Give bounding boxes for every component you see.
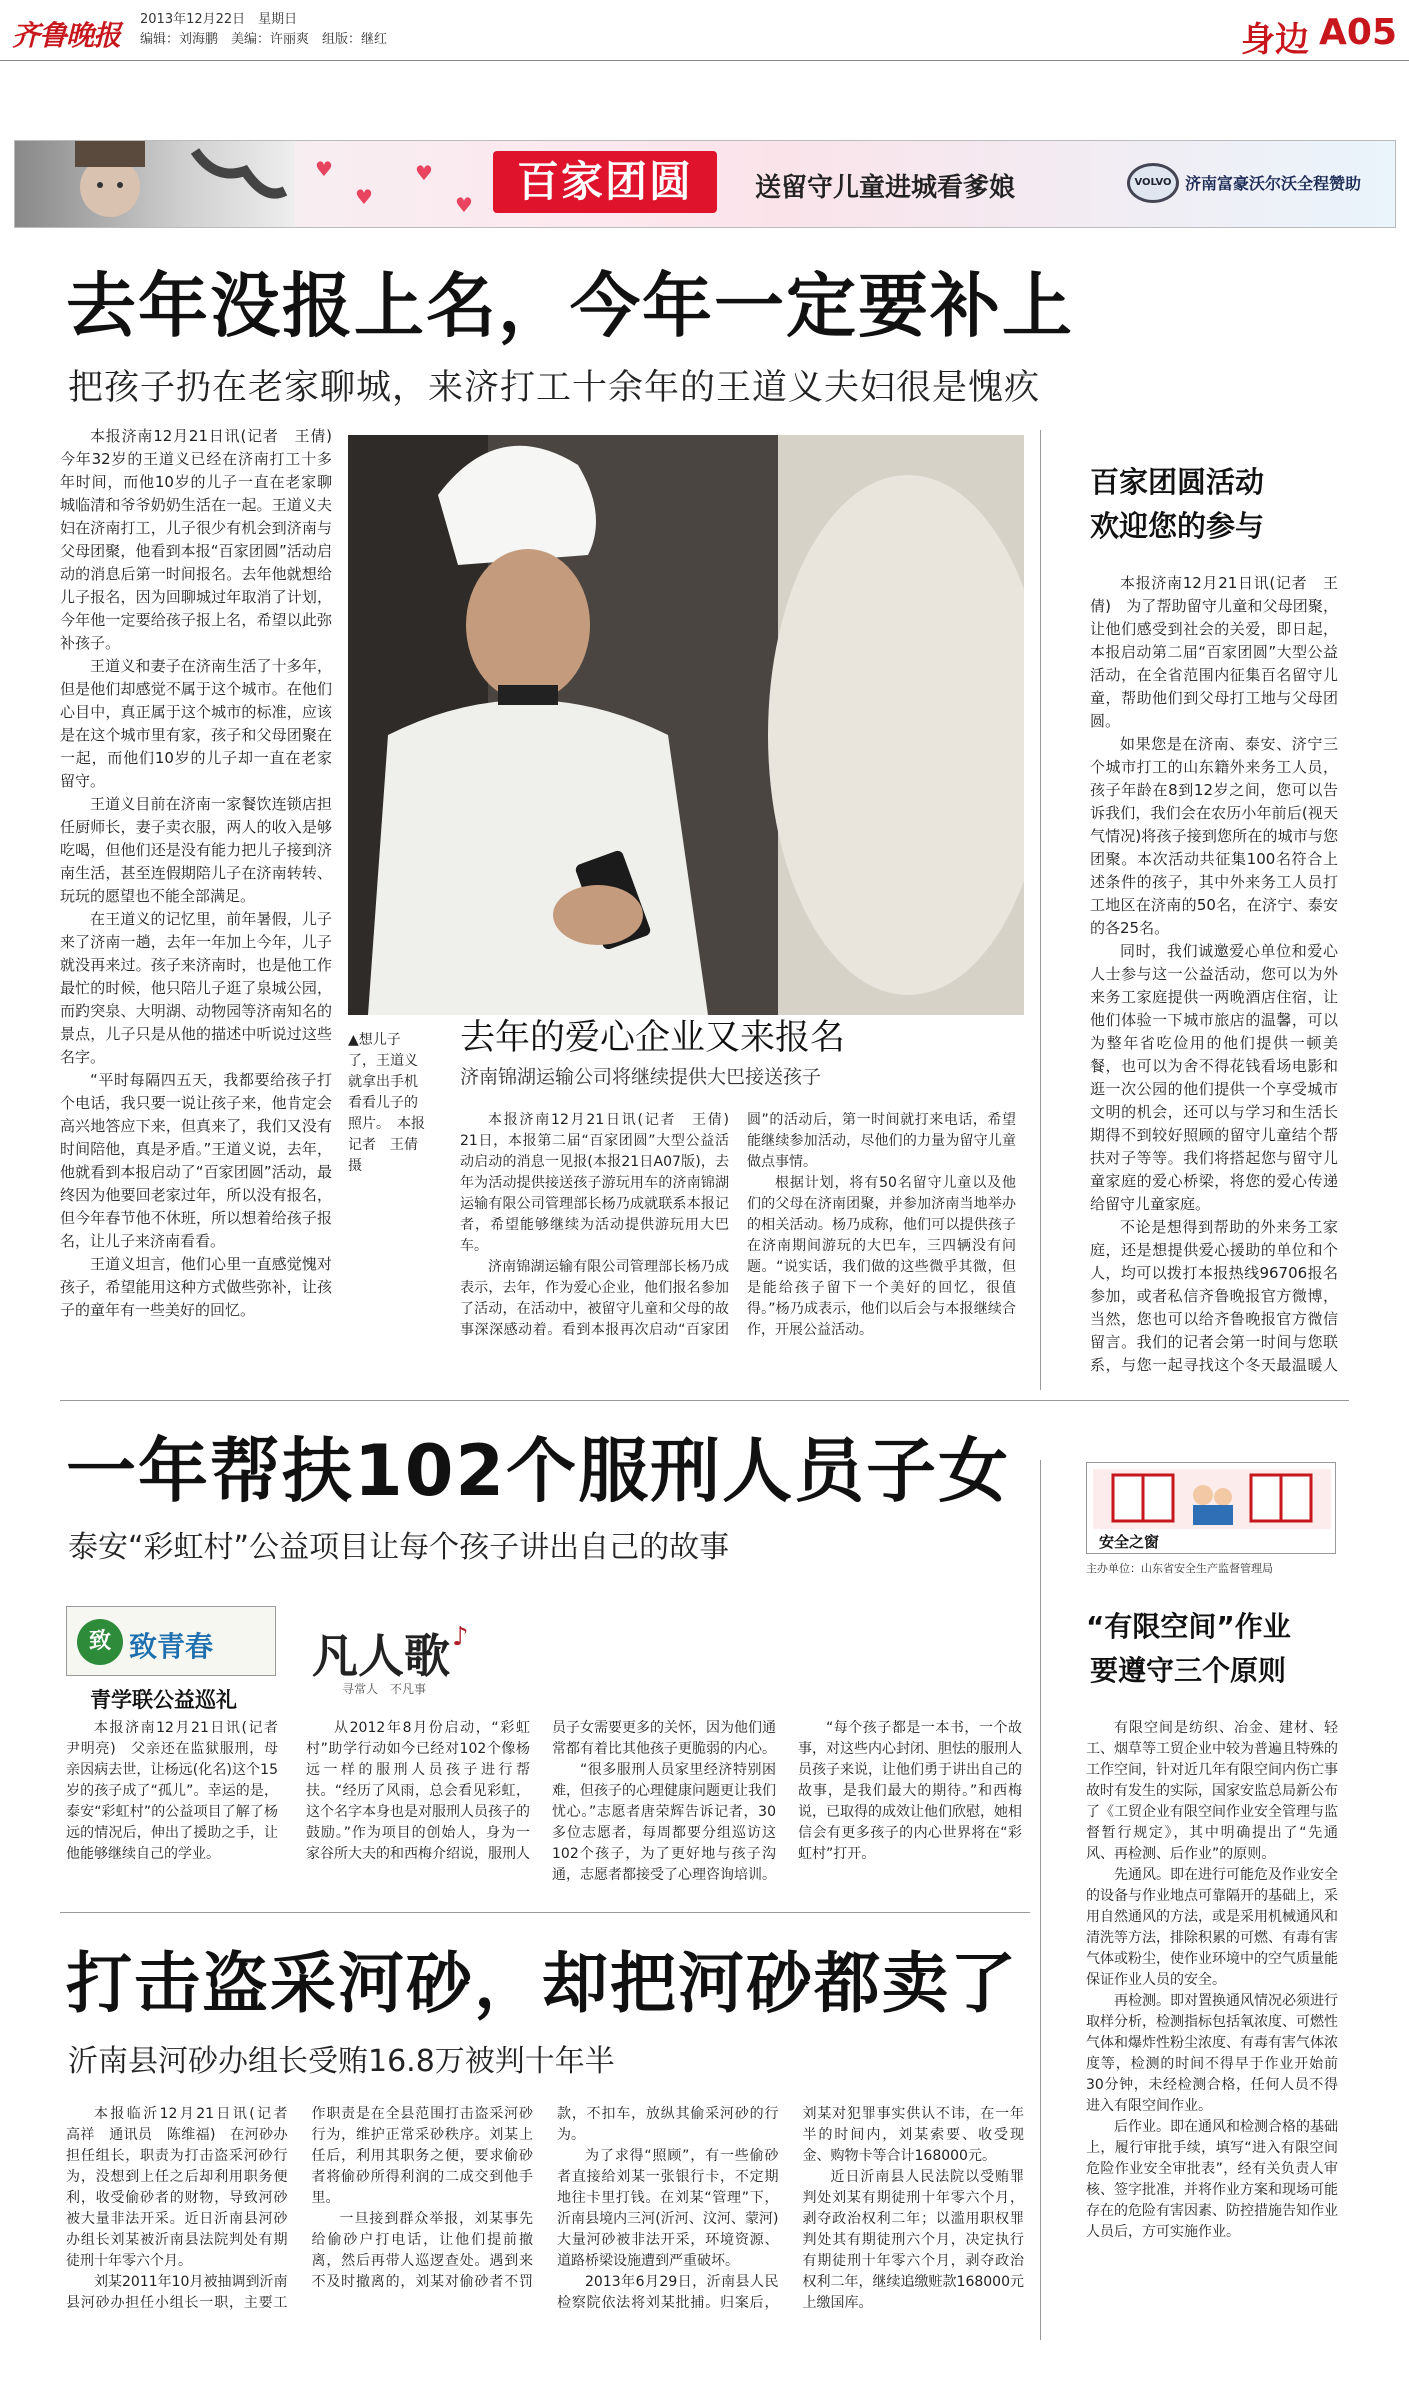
sidebar1-title-line2: 欢迎您的参与 bbox=[1090, 509, 1265, 543]
header-rule bbox=[0, 60, 1409, 61]
banner-sponsor: 济南富豪沃尔沃全程赞助 bbox=[1185, 174, 1362, 193]
safety-window-icon bbox=[1093, 1469, 1331, 1529]
column-divider bbox=[1040, 1460, 1041, 2340]
safety-window-org: 主办单位：山东省安全生产监督管理局 bbox=[1086, 1562, 1273, 1575]
sidebar1-title-line1: 百家团圆活动 bbox=[1090, 465, 1265, 499]
page-number: A05 bbox=[1319, 12, 1397, 53]
paragraph: 本报临沂12月21日讯(记者 高祥 通讯员 陈维福) 在河砂办担任组长，职责为打击盗采河砂行为，没想到上任之后却利用职务便利，收受偷砂者的财物，导致河砂被大量非法开采。近日沂南县河砂办组长刘某被沂南县法院判处有期徒刑十年零六个月。 bbox=[66, 2106, 302, 2269]
paragraph: 王道义目前在济南一家餐饮连锁店担任厨师长，妻子卖衣服，两人的收入是够吃喝，但他们还是没有能力把儿子接到济南生活，甚至连假期陪儿子在济南转转、玩玩的愿望也不能全部满足。 bbox=[60, 795, 332, 905]
sidebar2-body bbox=[1086, 1718, 1338, 2340]
youth-logo bbox=[66, 1606, 276, 1676]
ordinary-people-logo-sub: 寻常人 不凡事 bbox=[342, 1682, 427, 1696]
paragraph: 如果您是在济南、泰安、济宁三个城市打工的山东籍外来务工人员，孩子年龄在8到12岁之间，您可以告诉我们，我们会在农历小年前后(视天气情况)将孩子接到您所在的城市与您团聚。本次活动共征集100名符合上述条件的孩子，其中外来务工人员打工地区在济南的50名，在济宁、泰安的各25名。 bbox=[1090, 735, 1338, 937]
paragraph: 不论是想得到帮助的外来务工家庭，还是想提供爱心援助的单位和个人，均可以拨打本报热线96706报名参加，或者私信齐鲁晚报官方微博，当然，您也可以给齐鲁晚报官方微信留言。我们的记者会第一时间与您联系，与您一起寻找这个冬天最温暖人 bbox=[1090, 1218, 1338, 1374]
paragraph: 2013年6月29日，沂南县人民检察院依法将刘某批捕。归案后，刘某对犯罪事实供认不讳，在一年半的时间内，刘某索要、收受现金、购物卡等合计168000元。 bbox=[557, 2106, 1024, 2311]
sidebar2-title-line2: 要遵守三个原则 bbox=[1090, 1654, 1287, 1687]
safety-window-title: 安全之窗 bbox=[1099, 1533, 1160, 1551]
music-note-icon: ♪ bbox=[452, 1622, 469, 1652]
article4-body bbox=[66, 2104, 1024, 2354]
paragraph: “很多服刑人员家里经济特别困难，但孩子的心理健康问题更让我们忧心。”志愿者唐荣辉告诉记者，30多位志愿者，每周都要分组巡访这102个孩子，为了更好地与孩子沟通，志愿者都接受了心理咨询培训。 bbox=[552, 1762, 776, 1883]
paragraph: 近日沂南县人民法院以受贿罪判处刘某有期徒刑十年零六个月，剥夺政治权利二年；以滥用职权罪判处其有期徒刑六个月，决定执行有期徒刑十年零六个月，剥夺政治权利二年，继续追缴赃款168000元上缴国库。 bbox=[802, 2169, 1024, 2311]
article2-body bbox=[460, 1110, 1016, 1380]
sidebar1-title bbox=[1090, 460, 1264, 548]
heart-icon: ♥ bbox=[315, 157, 333, 181]
sidebar2-title bbox=[1086, 1605, 1291, 1693]
paragraph: 本报济南12月21日讯(记者 王倩) 为了帮助留守儿童和父母团聚，让他们感受到社会的关爱，即日起，本报启动第二届“百家团圆”大型公益活动，在全省范围内征集百名留守儿童，帮助他们到父母打工地与父母团圆。 bbox=[1090, 574, 1338, 730]
paragraph: 王道义和妻子在济南生活了十多年，但是他们却感觉不属于这个城市。在他们心目中，真正属于这个城市的标准，应该是在这个城市里有家，孩子和父母团聚在一起，而他们10岁的儿子却一直在老家留守。 bbox=[60, 657, 332, 790]
sidebar1-body bbox=[1090, 572, 1338, 1380]
paragraph: 本报济南12月21日讯(记者 王倩) 21日，本报第二届“百家团圆”大型公益活动启动的消息一见报(本报21日A07版)，去年为活动提供接送孩子游玩用车的济南锦湖运输有限公司管理部长杨乃成就联系本报记者，希望能够继续为活动提供游玩用大巴车。 bbox=[460, 1112, 743, 1254]
article3-headline: 一年帮扶102个服刑人员子女 bbox=[66, 1430, 1011, 1512]
paragraph: 同时，我们诚邀爱心单位和爱心人士参与这一公益活动，您可以为外来务工家庭提供一两晚酒店住宿，让他们体验一下城市旅店的温馨，可以为整年省吃俭用的他们提供一顿美餐，也可以为舍不得花钱看场电影和逛一次公园的他们提供一个享受城市文明的机会，还可以与学习和生活长期得不到较好照顾的留守儿童结个帮扶对子等等。我们将搭起您与留守儿童家庭的爱心桥梁，将您的爱心传递给留守儿童家庭。 bbox=[1090, 942, 1338, 1213]
volvo-logo-icon: VOLVO bbox=[1127, 163, 1179, 203]
ordinary-people-logo bbox=[312, 1620, 512, 1700]
article3-body-main bbox=[306, 1718, 1022, 1896]
paragraph: 王道义坦言，他们心里一直感觉愧对孩子，希望能用这种方式做些弥补，让孩子的童年有一些美好的回忆。 bbox=[60, 1255, 332, 1319]
paragraph: 从2012年8月份启动，“彩虹村”助学行动如今已经对102个像杨远一样的服刑人员孩子进行帮扶。“经历了风雨，总会看见彩虹，这个名字本身也是对服刑人员孩子的鼓励。”作为项目的创始人，身为一家谷所大夫的和西梅介绍说，服刑人员子女需要更多的关怀，因为他们通常都有着比其他孩子更脆弱的内心。 bbox=[306, 1720, 776, 1862]
article1-headline: 去年没报上名，今年一定要补上 bbox=[66, 265, 1074, 347]
section-divider bbox=[60, 1400, 1349, 1401]
banner-child-photo bbox=[15, 141, 295, 228]
banner-title: 百家团圆 bbox=[493, 151, 717, 213]
article2-subhead: 济南锦湖运输公司将继续提供大巴接送孩子 bbox=[460, 1066, 822, 1088]
paragraph: 为了求得“照顾”，有一些偷砂者直接给刘某一张银行卡，不定期地往卡里打钱。在刘某“管理”下，沂南县境内三河(沂河、汶河、蒙河)大量河砂被非法开采，环境资源、道路桥梁设施遭到严重破坏。 bbox=[557, 2148, 779, 2269]
masthead-logo: 齐鲁晚报 bbox=[12, 19, 121, 52]
heart-icon: ♥ bbox=[355, 185, 373, 209]
paragraph: 济南锦湖运输有限公司管理部长杨乃成表示，去年，作为爱心企业，他们报名参加了活动，在活动中，被留守儿童和父母的故事深深感动着。看到本报再次启动“百家团圆”的活动后，第一时间就打来电话，希望能继续参加活动，尽他们的力量为留守儿童做点事情。 bbox=[460, 1112, 1016, 1338]
campaign-banner bbox=[14, 140, 1396, 228]
paragraph: 本报济南12月21日讯(记者 王倩) 今年32岁的王道义已经在济南打工十多年时间，而他10岁的儿子一直在老家聊城临清和爷爷奶奶生活在一起。王道义夫妇在济南打工，儿子很少有机会到济南与父母团聚，他看到本报“百家团圆”活动启动的消息后第一时间报名。去年他就想给儿子报名，因为回聊城过年取消了计划，今年他一定要给孩子报上名，希望以此弥补孩子。 bbox=[60, 427, 332, 652]
photo-caption: ▲想儿子了，王道义就拿出手机看看儿子的照片。 本报记者 王倩 摄 bbox=[348, 1032, 432, 1174]
article4-subhead: 沂南县河砂办组长受贿16.8万被判十年半 bbox=[68, 2044, 615, 2079]
staff-line: 编辑：刘海鹏 美编：许丽爽 组版：继红 bbox=[140, 32, 388, 47]
paragraph: “平时每隔四五天，我都要给孩子打个电话，我只要一说让孩子来，他肯定会高兴地答应下来，但真来了，我们又没有时间陪他，真是矛盾。”王道义说，去年，他就看到本报启动了“百家团圆”活动，最终因为他要回老家过年，所以没有报名，但今年春节他不休班，所以想着给孩子报名，让儿子来济南看看。 bbox=[60, 1071, 332, 1250]
article3-body-col1 bbox=[66, 1718, 278, 1896]
heart-icon: ♥ bbox=[455, 193, 473, 217]
chef-phone-photo bbox=[348, 435, 1024, 1015]
banner-subtitle: 送留守儿童进城看爹娘 bbox=[755, 173, 1016, 203]
section-divider bbox=[60, 1912, 1030, 1913]
article3-subhead: 泰安“彩虹村”公益项目让每个孩子讲出自己的故事 bbox=[68, 1530, 730, 1565]
paragraph: 先通风。即在进行可能危及作业安全的设备与作业地点可靠隔开的基础上，采用自然通风的方法，或是采用机械通风和清洗等方法，排除积累的可燃、有毒有害气体或粉尘，使作业环境中的空气质量能保证作业人员的安全。 bbox=[1086, 1867, 1338, 1988]
youth-logo-caption: 青学联公益巡礼 bbox=[90, 1688, 237, 1712]
paragraph: 后作业。即在通风和检测合格的基础上，履行审批手续，填写“进入有限空间危险作业安全审批表”，经有关负责人审核、签字批准，并将作业方案和现场可能存在的危险有害因素、防控措施告知作业人员后，方可实施作业。 bbox=[1086, 2119, 1338, 2240]
section-name: 身边 bbox=[1241, 20, 1309, 60]
paragraph: 一旦接到群众举报，刘某事先给偷砂户打电话，让他们提前撤离，然后再带人巡逻查处。遇到来不及时撤离的，刘某对偷砂者不罚款，不扣车，放纵其偷采河砂的行为。 bbox=[311, 2106, 779, 2290]
youth-logo-icon: 致 bbox=[77, 1619, 123, 1665]
article2-headline: 去年的爱心企业又来报名 bbox=[460, 1018, 846, 1058]
date-line: 2013年12月22日 星期日 bbox=[140, 12, 298, 27]
paragraph: 在王道义的记忆里，前年暑假，儿子来了济南一趟，去年一年加上今年，儿子就没再来过。孩子来济南时，也是他工作最忙的时候，他只陪儿子逛了泉城公园，而趵突泉、大明湖、动物园等济南知名的景点，儿子只是从他的描述中听说过这些名字。 bbox=[60, 910, 332, 1066]
ordinary-people-logo-text: 凡人歌 bbox=[312, 1629, 450, 1683]
article4-headline: 打击盗采河砂，却把河砂都卖了 bbox=[66, 1945, 1018, 2022]
paragraph: 根据计划，将有50名留守儿童以及他们的父母在济南团聚，并参加济南当地举办的相关活动。杨乃成称，他们可以提供孩子在济南期间游玩的大巴车，三四辆没有问题。“说实话，我们做的这些微乎其微，但是能给孩子留下一个美好的回忆，很值得。”杨乃成表示，他们以后会与本报继续合作，开展公益活动。 bbox=[747, 1175, 1016, 1338]
safety-window-logo bbox=[1086, 1462, 1336, 1554]
column-divider bbox=[1040, 430, 1041, 1390]
heart-icon: ♥ bbox=[415, 161, 433, 185]
sidebar2-title-line1: “有限空间”作业 bbox=[1086, 1610, 1291, 1643]
paragraph: 再检测。即对置换通风情况必须进行取样分析，检测指标包括氧浓度、可燃性气体和爆炸性粉尘浓度、有毒有害气体浓度等，检测的时间不得早于作业开始前30分钟，未经检测合格，任何人员不得进入有限空间作业。 bbox=[1086, 1993, 1338, 2114]
article1-subhead: 把孩子扔在老家聊城，来济打工十余年的王道义夫妇很是愧疚 bbox=[68, 368, 1041, 408]
youth-logo-text: 致青春 bbox=[129, 1630, 214, 1663]
article1-body bbox=[60, 425, 332, 1385]
paragraph: 本报济南12月21日讯(记者 尹明亮) 父亲还在监狱服刑，母亲因病去世，让杨远(化名)这个15岁的孩子成了“孤儿”。幸运的是，泰安“彩虹村”的公益项目了解了杨远的情况后，伸出了援助之手，让他能够继续自己的学业。 bbox=[66, 1720, 278, 1862]
paragraph: 有限空间是纺织、冶金、建材、轻工、烟草等工贸企业中较为普遍且特殊的工作空间，针对近几年有限空间内伤亡事故时有发生的实际，国家安监总局新公布了《工贸企业有限空间作业安全管理与监督暂行规定》，其中明确提出了“先通风、再检测、后作业”的原则。 bbox=[1086, 1720, 1338, 1862]
paragraph: 刘某2011年10月被抽调到沂南县河砂办担任小组长一职，主要工作职责是在全县范围打击盗采河砂行为，维护正常采砂秩序。刘某上任后，利用其职务之便，要求偷砂者将偷砂所得利润的二成交到他手里。 bbox=[66, 2106, 533, 2311]
paragraph: “每个孩子都是一本书，一个故事，对这些内心封闭、胆怯的服刑人员孩子来说，让他们勇于讲出自己的故事，是我们最大的期待。”和西梅说，已取得的成效让他们欣慰，她相信会有更多孩子的内心世界将在“彩虹村”打开。 bbox=[798, 1720, 1022, 1862]
